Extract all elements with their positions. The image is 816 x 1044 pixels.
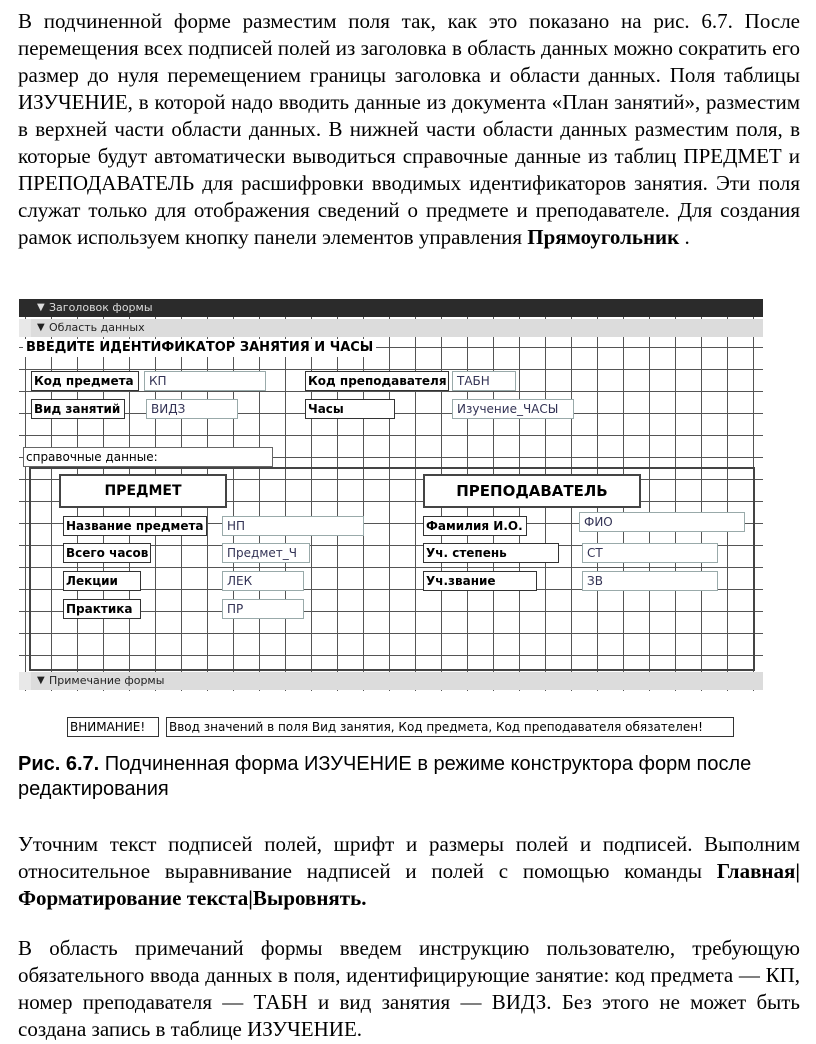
paragraph-1	[18, 8, 800, 251]
label-vid-zanyatiy[interactable]: Вид занятий	[31, 399, 125, 419]
caption-text: Подчиненная форма ИЗУЧЕНИЕ в режиме конструктора форм после редактирования	[18, 753, 752, 800]
band-handle	[19, 299, 31, 317]
paragraph-1-text: В подчиненной форме разместим поля так, как это показано на рис. 6.7. После перемещения всех подписей полей из заголовка в область данных можно сократить его размер до нуля перемещением границы заголовка и области данных. Поля таблицы ИЗУЧЕНИЕ, в которой надо вводить данные из документа «План занятий», разместим в верхней части области данных. В нижней части области данных разместим поля, в которые будут автоматически выводиться справочные данные из таблиц ПРЕДМЕТ и ПРЕПОДАВАТЕЛЬ для расшифровки вводимых идентификаторов занятия. Эти поля служат только для отображения сведений о предмете и преподавателе. Для создания рамок используем кнопку панели элементов управления	[18, 9, 800, 249]
title-prepodavatel[interactable]: ПРЕПОДАВАТЕЛЬ	[423, 474, 641, 508]
paragraph-2	[18, 831, 800, 912]
field-kp[interactable]: КП	[144, 371, 266, 391]
title-predmet[interactable]: ПРЕДМЕТ	[59, 474, 227, 508]
label-spravochnye[interactable]: справочные данные:	[23, 447, 273, 467]
caption-label: Рис. 6.7.	[18, 753, 100, 775]
label-uch-zvanie[interactable]: Уч.звание	[423, 571, 537, 591]
figure-caption	[18, 752, 808, 802]
field-st[interactable]: СТ	[582, 543, 718, 563]
label-vsego-chasov[interactable]: Всего часов	[63, 543, 151, 563]
field-np[interactable]: НП	[222, 516, 364, 536]
form-designer-figure	[19, 299, 763, 743]
label-kod-prepodavatelya[interactable]: Код преподавателя	[305, 371, 449, 391]
field-zv[interactable]: ЗВ	[582, 571, 718, 591]
field-fio[interactable]: ФИО	[579, 512, 745, 532]
paragraph-2-text: Уточним текст подписей полей, шрифт и размеры полей и подписей. Выполним относительное выравнивание надписей и полей с помощью команды	[18, 832, 800, 883]
form-heading[interactable]: ВВЕДИТЕ ИДЕНТИФИКАТОР ЗАНЯТИЯ И ЧАСЫ	[23, 339, 376, 357]
band-handle	[19, 319, 31, 337]
band-handle	[19, 672, 31, 690]
paragraph-1-tail: .	[679, 225, 690, 249]
label-lekcii[interactable]: Лекции	[63, 571, 141, 591]
field-pr[interactable]: ПР	[222, 599, 304, 619]
field-lek[interactable]: ЛЕК	[222, 571, 304, 591]
label-kod-predmeta[interactable]: Код предмета	[31, 371, 139, 391]
field-vidz[interactable]: ВИДЗ	[146, 399, 238, 419]
label-fio[interactable]: Фамилия И.О.	[423, 516, 527, 536]
label-uch-stepen[interactable]: Уч. степень	[423, 543, 559, 563]
band-header-label: Заголовок формы	[49, 301, 153, 314]
label-chasy[interactable]: Часы	[305, 399, 395, 419]
paragraph-1-bold: Прямоугольник	[527, 225, 680, 249]
label-praktika[interactable]: Практика	[63, 599, 141, 619]
arrow-down-icon: ▼	[37, 675, 45, 686]
arrow-down-icon: ▼	[37, 322, 45, 333]
arrow-down-icon: ▼	[37, 302, 45, 313]
paragraph-2-bold: Главная|Форматирование текста|Выровнять.	[18, 859, 800, 910]
band-footer-label: Примечание формы	[49, 674, 165, 687]
field-tabn[interactable]: ТАБН	[452, 371, 516, 391]
band-form-footer[interactable]	[19, 672, 763, 690]
field-chasy[interactable]: Изучение_ЧАСЫ	[452, 399, 574, 419]
field-predmet-ch[interactable]: Предмет_Ч	[222, 543, 310, 563]
label-note[interactable]: Ввод значений в поля Вид занятия, Код предмета, Код преподавателя обязателен!	[166, 717, 734, 737]
label-vnimanie[interactable]: ВНИМАНИЕ!	[67, 717, 159, 737]
band-form-header[interactable]	[19, 299, 763, 317]
band-detail[interactable]	[19, 319, 763, 337]
label-nazvanie[interactable]: Название предмета	[63, 516, 207, 536]
paragraph-3: В область примечаний формы введем инструкцию пользователю, требующую обязательного ввода данных в поля, идентифицирующие занятие: код предмета — КП, номер преподавателя — ТАБН и вид занятия — ВИДЗ. Без этого не может быть создана запись в таблице ИЗУЧЕНИЕ.	[18, 936, 800, 1041]
band-detail-label: Область данных	[49, 321, 145, 334]
